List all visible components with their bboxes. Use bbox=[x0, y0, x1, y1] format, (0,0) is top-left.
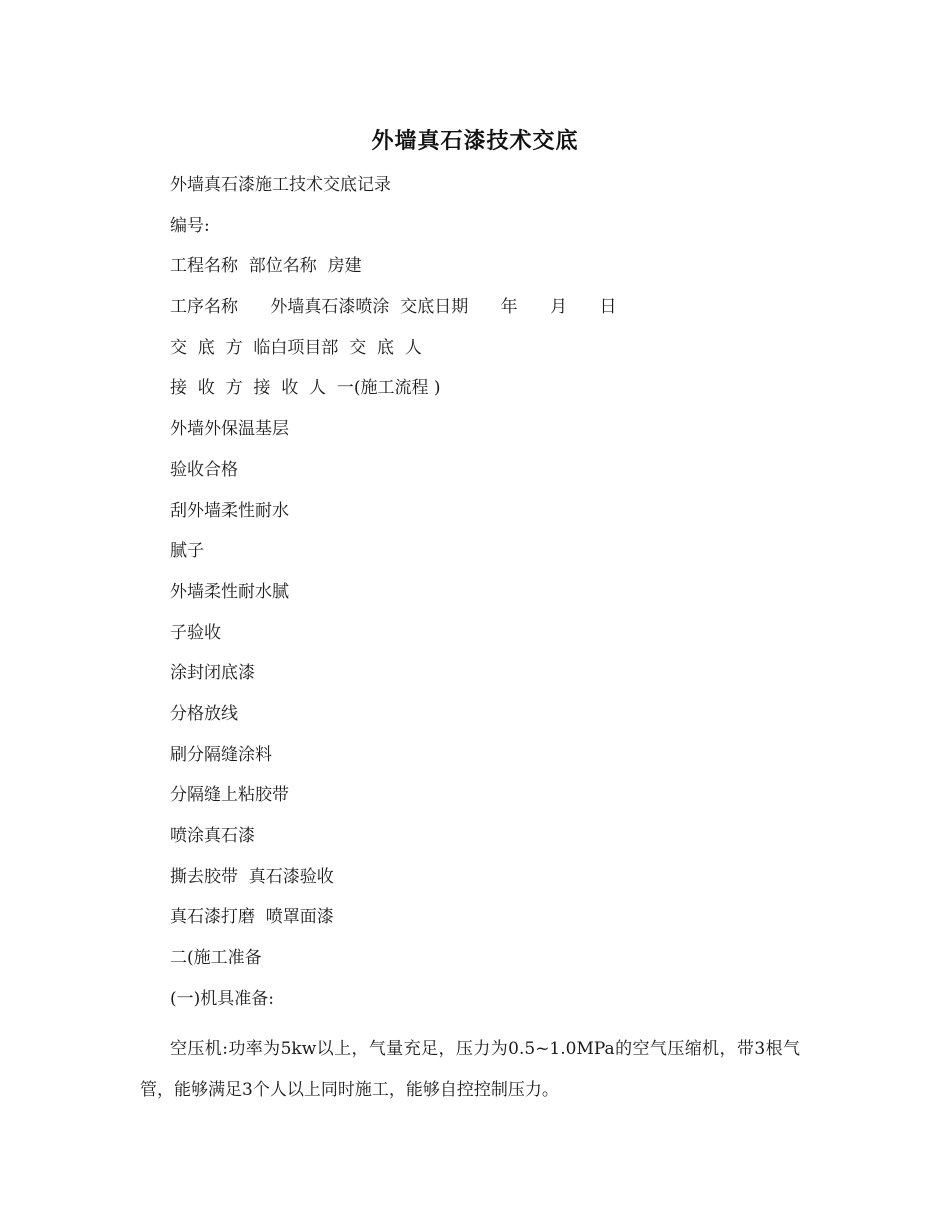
text-line: 子验收 bbox=[170, 622, 221, 643]
text-line: 真石漆打磨 喷罩面漆 bbox=[170, 907, 334, 928]
text-line: 外墙外保温基层 bbox=[170, 419, 289, 440]
text-line: 涂封闭底漆 bbox=[170, 663, 255, 684]
text-line: 交 底 方 临白项目部 交 底 人 bbox=[170, 337, 422, 358]
text-line: 喷涂真石漆 bbox=[170, 826, 255, 846]
text-line: 二(施工准备 bbox=[170, 948, 262, 969]
text-line: 分隔缝上粘胶带 bbox=[170, 785, 289, 806]
text-line: 接 收 方 接 收 人 一(施工流程 ) bbox=[170, 378, 441, 399]
text-line: (一)机具准备: bbox=[170, 988, 274, 1009]
document-title: 外墙真石漆技术交底 bbox=[371, 128, 579, 154]
text-line: 外墙真石漆施工技术交底记录 bbox=[170, 175, 391, 195]
text-line: 刷分隔缝涂料 bbox=[170, 744, 272, 765]
text-line: 外墙柔性耐水腻 bbox=[170, 581, 289, 602]
text-line: 工程名称 部位名称 房建 bbox=[170, 256, 362, 277]
text-line: 腻子 bbox=[170, 541, 204, 562]
text-line: 刮外墙柔性耐水 bbox=[170, 500, 289, 521]
text-line: 分格放线 bbox=[170, 703, 238, 724]
text-line: 工序名称 外墙真石漆喷涂 交底日期 年 月 日 bbox=[170, 297, 617, 318]
text-line: 编号: bbox=[170, 215, 210, 236]
document-lines bbox=[170, 172, 810, 1026]
body-paragraph: 空压机:功率为5kw以上，气量充足，压力为0.5~1.0MPa的空气压缩机，带3根气管，能够满足3个人以上同时施工，能够自控控制压力。 bbox=[140, 1039, 800, 1100]
text-line: 验收合格 bbox=[170, 459, 238, 480]
text-line: 撕去胶带 真石漆验收 bbox=[170, 866, 334, 887]
